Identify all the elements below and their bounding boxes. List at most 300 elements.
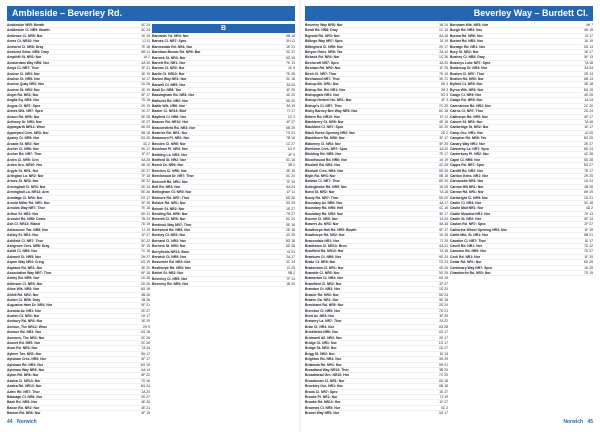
street-name: Bluebell Rd. NR4: Nor <box>305 163 341 168</box>
grid-reference: 3F 21 <box>141 66 150 71</box>
grid-reference: 2E 27 <box>141 308 150 313</box>
grid-reference: 4C 24 <box>140 28 150 33</box>
grid-reference: 1J 11 <box>141 39 150 44</box>
street-name: Calvert St. NR3: Nor <box>450 120 483 125</box>
grid-reference: 6G 25 <box>583 260 593 265</box>
grid-reference: 1J 19 <box>141 227 150 232</box>
grid-reference: 1D 20 <box>438 287 448 292</box>
grid-reference: 1E 29 <box>141 319 150 324</box>
grid-reference: 2A 17 <box>286 255 295 260</box>
street-name: Bolingbroke Rd. NR5: Nor <box>305 184 347 189</box>
right-page-footer <box>563 419 593 425</box>
street-name: Castle Meadow NR1: Nor <box>450 211 491 216</box>
street-name: Cambridge St. NR2: Nor <box>450 125 489 130</box>
grid-reference: 1E 27 <box>286 206 295 211</box>
grid-reference: 4A 16 <box>141 60 150 65</box>
grid-reference: 4G 19 <box>438 276 448 281</box>
grid-reference: 6F 17 <box>439 227 448 232</box>
street-name: Castle Mall NR1: Nor <box>450 206 484 211</box>
grid-reference: 2F 27 <box>439 281 448 286</box>
grid-reference: 5J 17 <box>141 76 150 81</box>
street-name: Blickling Rd. NR5: Nor <box>305 152 342 157</box>
grid-reference: 2A 10 <box>439 49 448 54</box>
street-name: Applegarth NR12: Wrox <box>7 125 45 130</box>
street-name: Cavalier Cl. NR7: Thor <box>450 238 486 243</box>
street-name: Burma Rd. NR6: Nor <box>450 33 483 38</box>
grid-reference: 5D 28 <box>583 157 593 162</box>
street-name: Bentinck Way NR7: Thor <box>152 222 192 227</box>
grid-reference: 5G 27 <box>583 163 593 168</box>
street-name: Briar Ct. NR4: Nor <box>305 324 335 329</box>
grid-reference: 5H 17 <box>140 351 150 356</box>
grid-reference: 5A 28 <box>141 157 150 162</box>
street-name: Buxton Rd. NR3: Nor <box>450 76 484 81</box>
grid-reference: 1K 19 <box>141 33 150 38</box>
street-name: Ames Ct. NR10: Hor <box>7 39 40 44</box>
street-name: Carrow Rd. NR1: Nor <box>450 190 484 195</box>
street-name: Aylsham Way NR6: Nor <box>7 368 45 372</box>
street-name: Bishop's Cl. NR7: Thor <box>305 103 342 108</box>
grid-reference: 2E 27 <box>141 168 150 173</box>
street-name: Cannerby La. NR7: Spro <box>450 146 489 151</box>
street-name: Beech Dr. NR6: Nor <box>152 163 184 168</box>
street-name: Bell Rd. NR3: Nor <box>152 184 181 189</box>
grid-reference: 6C 18 <box>438 109 448 114</box>
grid-reference: 3C 17 <box>285 50 295 55</box>
street-name: Ashfield Cl. NR7: Thor <box>7 238 43 243</box>
grid-reference: 1E 21 <box>286 44 295 49</box>
street-name: Bourne Cl. NR5: Nor <box>305 217 338 222</box>
grid-reference: 3A 19 <box>286 104 295 109</box>
street-name: Brasier Rd. NR3: Nor <box>305 292 339 297</box>
street-name: Bernard Cl. NR3: Nor <box>152 238 186 243</box>
grid-reference: 1D 24 <box>583 179 593 184</box>
grid-reference: 5A 18 <box>439 222 448 227</box>
street-name: Cavell Rd. NR1: Nor <box>450 244 483 249</box>
street-name: Berryfields NR13: Brun <box>152 249 190 254</box>
street-name: Cadge Rd. NR5: Nor <box>450 98 483 103</box>
street-name: Broadland Way NR13: Thor <box>305 368 349 372</box>
street-name: Bathurst Rd. NR2: Nor <box>152 98 188 103</box>
street-name: Ashgrove Cres. NR8: Dray <box>7 244 50 249</box>
street-name: Atkinson Cl. NR5: Nor <box>7 281 43 286</box>
street-name: Barrett Rd. NR1: Nor <box>152 60 186 65</box>
grid-reference: 1E 27 <box>141 120 150 125</box>
street-name: Chamberlin Rd. NR3: Nor <box>450 270 491 275</box>
street-name: Brooke Pl. NR1: Nor <box>305 394 338 399</box>
grid-reference: 5F 25 <box>439 141 448 146</box>
grid-reference: 1D 21 <box>583 195 593 200</box>
street-name: Bramfield Cl. NR2: Nor <box>305 281 342 286</box>
grid-reference: 3G 19 <box>285 55 295 60</box>
grid-reference: 2C 20 <box>583 103 593 108</box>
grid-reference: 1E 17 <box>584 49 593 54</box>
grid-reference: 6K 11 <box>141 211 150 216</box>
grid-reference: 6B 18 <box>439 384 448 389</box>
grid-reference: 5J 13 <box>439 351 448 356</box>
street-name: Ashby St. NR1: Nor <box>7 233 39 238</box>
grid-reference: 4C 2 <box>440 405 448 410</box>
grid-reference: 3G 25 <box>438 270 448 275</box>
grid-reference: 4G 19 <box>140 260 150 265</box>
grid-reference: 3K 17 <box>141 146 150 151</box>
grid-reference: 4D 2 <box>585 206 593 211</box>
street-name: Bewit Rd. NR8: Dray <box>305 28 338 33</box>
street-name: Beccles Cl. NR5: Nor <box>152 141 186 146</box>
left-page-index <box>7 23 295 415</box>
street-name: Barrack St. NR3: Nor <box>152 55 186 60</box>
street-name: Bracondale NR1: Nor <box>305 238 340 243</box>
street-name: Anson Rd. NR6: Nor <box>7 114 40 119</box>
grid-reference: 4G 17 <box>438 330 448 335</box>
street-name: Brockley Grn. NR1: Nor <box>305 384 343 389</box>
grid-reference: 2D 2 <box>440 130 448 135</box>
grid-reference: 2E 27 <box>584 141 593 146</box>
street-name: Barnham Broom Rd. NR9: Bar <box>152 50 201 55</box>
index-column <box>152 23 295 415</box>
grid-reference: 3H 3 <box>440 87 448 92</box>
grid-reference: 7H 27 <box>285 211 295 216</box>
street-name: Beechwood Dr. NR7: Thor <box>152 174 194 179</box>
grid-reference: 3G 13 <box>583 44 593 49</box>
street-name: Arnold Miller Rd. NR1: Nor <box>7 200 50 205</box>
grid-reference: 6F 17 <box>141 357 150 362</box>
grid-reference: 5B 18 <box>439 173 448 178</box>
street-name: Bond St. NR2: Nor <box>305 190 335 195</box>
grid-reference: 4C 24 <box>140 23 150 27</box>
index-column <box>450 23 593 415</box>
street-name: Beverley Cl. NR5: Nor <box>152 276 188 281</box>
street-name: Capps Rd. NR7: Spro <box>450 163 485 168</box>
street-name: Bignold Rd. NR3: Nor <box>305 33 340 38</box>
street-name: Besthorpe Rd. NR3: Nor <box>152 265 191 270</box>
grid-reference: 4C 26 <box>438 163 448 168</box>
grid-reference: 2E 18 <box>286 228 295 233</box>
grid-reference: 7E 28 <box>286 71 295 76</box>
grid-reference: 3J 17 <box>584 33 593 38</box>
grid-reference: 7C 16 <box>140 249 150 254</box>
grid-reference: 4A 17 <box>439 200 448 205</box>
street-name: Bradfield Rd. NR10: Hor <box>305 249 344 254</box>
grid-reference: 3C 14 <box>285 260 295 265</box>
grid-reference: 4F 3 <box>441 98 448 103</box>
street-name: Bellingham Ct. NR5: Nor <box>152 190 192 195</box>
street-name: Ambleside Cl. NR5: Bowth <box>7 28 50 33</box>
street-name: Bishy Barney Bee Way NR5: Nor <box>305 109 358 114</box>
grid-reference: 1H 17 <box>140 314 150 319</box>
grid-reference: 4B 26 <box>584 184 593 189</box>
grid-reference: 1C 26 <box>438 55 448 60</box>
grid-reference: 5H 21 <box>438 362 448 367</box>
grid-reference: 7A 18 <box>584 120 593 125</box>
street-name: Anchor St. NR3: Nor <box>7 87 40 92</box>
grid-reference: 5D 26 <box>438 168 448 173</box>
street-name: Capel Cl. NR6: Nor <box>450 157 481 162</box>
grid-reference: 7D 18 <box>140 98 150 103</box>
street-name: Camp Gro. NR1: Nor <box>450 130 483 135</box>
grid-reference: 2F 27 <box>584 222 593 227</box>
street-name: Bennett Cl. NR6: Nor <box>152 217 186 222</box>
grid-reference: 7B 16 <box>286 136 295 141</box>
grid-reference: 1K 19 <box>439 157 448 162</box>
grid-reference: 2K 17 <box>439 335 448 340</box>
grid-reference: 3F 25 <box>141 200 150 205</box>
grid-reference: 7D 15 <box>140 222 150 227</box>
street-name: Byron Wlk. NR3: Nor <box>450 87 484 92</box>
street-name: Brewery La. NR7: Thor <box>305 319 342 324</box>
grid-reference: 7D 16 <box>140 378 150 383</box>
grid-reference: 3C 26 <box>140 335 150 340</box>
street-name: Centenary Way NR7: Spro <box>450 265 492 270</box>
grid-reference: 1A 2 <box>143 55 150 60</box>
street-name: Brunel Way NR5: Nor <box>305 411 340 415</box>
street-name: Braeburn Ct. NR6: Nor <box>305 254 342 259</box>
grid-reference: 7F 15 <box>286 179 295 184</box>
grid-reference: 4F 29 <box>286 87 295 92</box>
street-name: Azalea Rd. NR13: Nor <box>7 384 42 389</box>
grid-reference: 2E 13 <box>141 184 150 189</box>
street-name: Birchcroft NR7: Spro <box>305 60 339 65</box>
grid-reference: 2A 22 <box>439 319 448 324</box>
street-name: Babbage Cl. NR6: Nor <box>7 394 43 399</box>
street-name: Bishop Bri. Rd. NR1: Nor <box>305 87 346 92</box>
street-name: Belmore Rd. NR7: Thor <box>152 195 190 200</box>
grid-reference: 6B 18 <box>286 34 295 38</box>
street-name: Blyth Rd. NR3: Nor <box>305 173 336 178</box>
grid-reference: 7F 18 <box>141 173 150 178</box>
grid-reference: 5B 18 <box>141 130 150 135</box>
street-name: Aylsham Rd. NR3: Nor <box>7 362 44 367</box>
street-name: Birbeck Rd. NR4: Nor <box>305 55 340 60</box>
grid-reference: 1E 19 <box>141 87 150 92</box>
street-name: Belvoir St. NR2: Nor <box>152 206 185 211</box>
grid-reference: 1F 11 <box>439 114 448 119</box>
grid-reference: 3H 11 <box>286 39 295 44</box>
grid-reference: 5F 13 <box>584 217 593 222</box>
grid-reference: 2G 17 <box>140 195 150 200</box>
street-name: Brereton Cl. NR5: Nor <box>305 308 341 313</box>
street-name: Berkley Ct. NR3: Nor <box>152 233 186 238</box>
grid-reference: 7C 20 <box>438 373 448 378</box>
street-name: Arcade St. NR2: Nor <box>7 141 40 146</box>
street-name: Blackthorn Rd. NR6: Nor <box>305 136 345 141</box>
grid-reference: 7J 25 <box>439 238 448 243</box>
street-name: Boundary Av. NR6: Nor <box>305 200 343 205</box>
grid-reference: 1C 2 <box>287 114 295 119</box>
street-name: Back Rd. NR5: Nor <box>7 400 38 405</box>
street-name: Armes St. NR2: Nor <box>7 179 39 184</box>
street-name: Atthill Rd. NR2: Nor <box>7 292 39 297</box>
street-name: Burrage Rd. NR1: Nor <box>450 44 486 49</box>
street-name: Buttercup Dr. NR3: Nor <box>450 66 488 71</box>
street-name: Bridge St. NR3: Nor <box>305 346 337 351</box>
street-name: Castle Cl. NR4: Nor <box>450 200 482 205</box>
grid-reference: 4D 20 <box>285 93 295 98</box>
street-name: Bramerton Cl. NR4: Nor <box>305 276 344 281</box>
street-name: Brigg St. NR2: Nor <box>305 351 335 356</box>
grid-reference: 2D 24 <box>438 303 448 308</box>
street-name: Aylmer Twr. NR3: Nor <box>7 351 42 356</box>
grid-reference: 5F 13 <box>584 55 593 60</box>
street-name: Bassingham Rd. NR3: Nor <box>152 93 195 98</box>
street-name: Bacton Rd. NR6: Nor <box>7 411 41 415</box>
grid-reference: 3A 24 <box>286 82 295 87</box>
street-name: Attoe Wlk. NR3: Nor <box>7 287 40 292</box>
grid-reference: 1B 24 <box>439 23 448 27</box>
street-name: Barwell Ct. NR5: Nor <box>152 82 186 87</box>
street-name: Archer Cl. NR6: Nor <box>7 146 39 151</box>
street-name: Aurania Av. NR1: Nor <box>7 308 41 313</box>
street-name: Booty Rd. NR7: Thor <box>305 195 339 200</box>
street-name: Blakeney Cl. NR4: Nor <box>305 141 341 146</box>
grid-reference: 2K 27 <box>141 394 150 399</box>
street-name: Ambrose Cl. NR5: Nor <box>7 33 43 38</box>
grid-reference: 3H 3 <box>440 82 448 87</box>
street-name: Ambleside NR5: Bowth <box>7 23 45 27</box>
street-name: Bernham Wlk. NR3: Nor <box>450 23 489 27</box>
section-letter-banner: B <box>152 24 295 33</box>
grid-reference: 6D 18 <box>438 378 448 383</box>
grid-reference: 1B 24 <box>286 281 295 286</box>
street-name: Britannia Rd. NR1: Nor <box>305 362 342 367</box>
grid-reference: 5F 21 <box>141 303 150 308</box>
grid-reference: 7D 21 <box>438 308 448 313</box>
grid-reference: 5D 24 <box>438 292 448 297</box>
grid-reference: 5D 20 <box>438 195 448 200</box>
grid-reference: 1B 26 <box>141 297 150 302</box>
street-name: Bramble Cl. NR5: Nor <box>305 270 340 275</box>
street-name: Bedding La. NR3: Nor <box>152 152 188 157</box>
street-name: Aztec Rd. NR7: Thor <box>7 389 40 394</box>
grid-reference: 7E 16 <box>141 44 150 49</box>
grid-reference: 7C 20 <box>438 103 448 108</box>
grid-reference: 1D 26 <box>140 276 150 281</box>
street-name: Anthony Dr. NR3: Nor <box>7 120 42 125</box>
street-name: Brooks Rd. NR10: Hor <box>305 400 341 405</box>
grid-reference: 4F 27 <box>286 120 295 125</box>
grid-reference: 1K 25 <box>439 184 448 189</box>
grid-reference: 4F 19 <box>141 411 150 415</box>
grid-reference: 1F 27 <box>141 152 150 157</box>
grid-reference: 4E 21 <box>141 405 150 410</box>
grid-reference: 4C 2 <box>142 141 150 146</box>
left-page-footer <box>7 419 37 425</box>
street-name: Beatrice Rd. NR1: Nor <box>152 131 188 136</box>
grid-reference: 1C 27 <box>285 141 295 146</box>
street-name: Basil Dr. NR8: Tav <box>152 87 181 92</box>
street-name: Annes Wlk. NR7: Spro <box>7 109 43 114</box>
street-name: Blackberry Ct. NR6: Nor <box>305 120 344 125</box>
grid-reference: 3J 19 <box>439 39 448 44</box>
street-name: Arminghall La. NR14: Arm <box>7 190 49 195</box>
street-name: Bittern Rd. NR10: Hor <box>305 114 340 119</box>
grid-reference: 1K 25 <box>584 265 593 270</box>
street-name: Barrow Cl. NR3: Nor <box>152 66 185 71</box>
street-name: Ash Cl. NR13: Bland <box>7 222 40 227</box>
street-name: Azalea Cl. NR13: Nor <box>7 378 41 383</box>
street-name: Bending Rd. NR6: Nor <box>152 211 188 216</box>
grid-reference: 5B 2 <box>288 271 295 276</box>
grid-reference: 3D 18 <box>583 82 593 87</box>
street-name: Battle Wlk. NR6: Nor <box>152 104 185 109</box>
grid-reference: 2H 9 <box>142 324 150 329</box>
grid-reference: 5G 18 <box>285 238 295 243</box>
street-name: Beaumont Pl. NR2: Nor <box>152 136 190 141</box>
street-name: Aylsham Cres. NR3: Nor <box>7 357 47 362</box>
grid-reference: 7D 27 <box>583 249 593 254</box>
grid-reference: 2K 19 <box>141 103 150 108</box>
grid-reference: 6G 18 <box>140 287 150 292</box>
grid-reference: 3K 17 <box>439 211 448 216</box>
grid-reference: 4B 10 <box>141 163 150 168</box>
street-name: Arundel Rd. NR8: Costs <box>7 217 46 222</box>
grid-reference: 4H 15 <box>583 28 593 33</box>
grid-reference: 7J 19 <box>439 394 448 399</box>
street-name: Cawston Rd. NR6: Nor <box>450 249 487 254</box>
street-name: Brighton Rd. NR4: Nor <box>305 357 342 362</box>
grid-reference: 1K 9 <box>288 66 295 71</box>
index-entry <box>152 282 295 287</box>
street-name: Carrow Hill NR1: Nor <box>450 184 484 189</box>
grid-reference: 6G 19 <box>140 362 150 367</box>
street-name: Burnet Rd. NR3: Nor <box>450 39 483 44</box>
street-name: Canary Way NR1: Nor <box>450 141 485 146</box>
grid-reference: 6D 24 <box>583 146 593 151</box>
grid-reference: 4E 26 <box>141 400 150 405</box>
grid-reference: 6G 24 <box>140 384 150 389</box>
grid-reference: 3E 20 <box>141 265 150 270</box>
street-name: Argyle St. NR1: Nor <box>7 168 39 173</box>
grid-reference: 5E 16 <box>286 222 295 227</box>
street-name: Augustus Hare Dr. NR4: Nor <box>7 303 53 308</box>
grid-reference: 7A 24 <box>141 346 150 351</box>
grid-reference: 7D 12 <box>583 244 593 249</box>
right-page-header: Beverley Way – Burdett Cl. <box>305 6 593 21</box>
street-name: Binyon Gdns. NR8: Tav <box>305 49 343 54</box>
street-name: Bedford St. NR2: Nor <box>152 157 186 162</box>
street-name: Brickfields NR6: Nor <box>305 330 338 335</box>
street-name: Cecil Rd. NR1: Nor <box>450 254 481 259</box>
street-name: Beverley Rd. NR5: Nor <box>152 281 189 286</box>
grid-reference: 1F 19 <box>584 227 593 232</box>
street-name: Bessemer Rd. NR4: Nor <box>152 260 191 265</box>
street-name: Cardiff Rd. NR2: Nor <box>450 168 483 173</box>
grid-reference: 1D 26 <box>140 82 150 87</box>
right-page-city: Norwich <box>563 419 584 425</box>
grid-reference: 6F 17 <box>584 114 593 119</box>
grid-reference: 7K 13 <box>584 211 593 216</box>
street-name: Arnolds Way NR7: Thor <box>7 206 45 211</box>
grid-reference: 3B 20 <box>439 368 448 372</box>
grid-reference: 4G 18 <box>140 330 150 335</box>
grid-reference: 6G 19 <box>583 87 593 92</box>
street-name: Arminghall Cl. NR3: Nor <box>7 184 46 189</box>
street-name: Caernarvon Rd. NR2: Nor <box>450 103 491 108</box>
street-name: Beverley Way NR5: Nor <box>305 23 343 27</box>
grid-reference: 4C 28 <box>583 152 593 157</box>
grid-reference: 5F 17 <box>141 93 150 98</box>
grid-reference: 2D 24 <box>583 109 593 114</box>
street-name: Beacon Rd. NR10: Hor <box>152 120 189 125</box>
street-name: Black Horse Opening NR3: Nor <box>305 130 355 135</box>
grid-reference: 3B 2 <box>288 163 295 168</box>
grid-reference: 7E 18 <box>141 206 150 211</box>
grid-reference: 4H 7 <box>585 23 593 27</box>
grid-reference: 5G 25 <box>583 136 593 141</box>
grid-reference: 2C 26 <box>140 341 150 346</box>
street-name: Bradeston Cl. NR13: Brun <box>305 244 347 249</box>
street-name: Bishopgate NR1: Nor <box>305 93 340 98</box>
